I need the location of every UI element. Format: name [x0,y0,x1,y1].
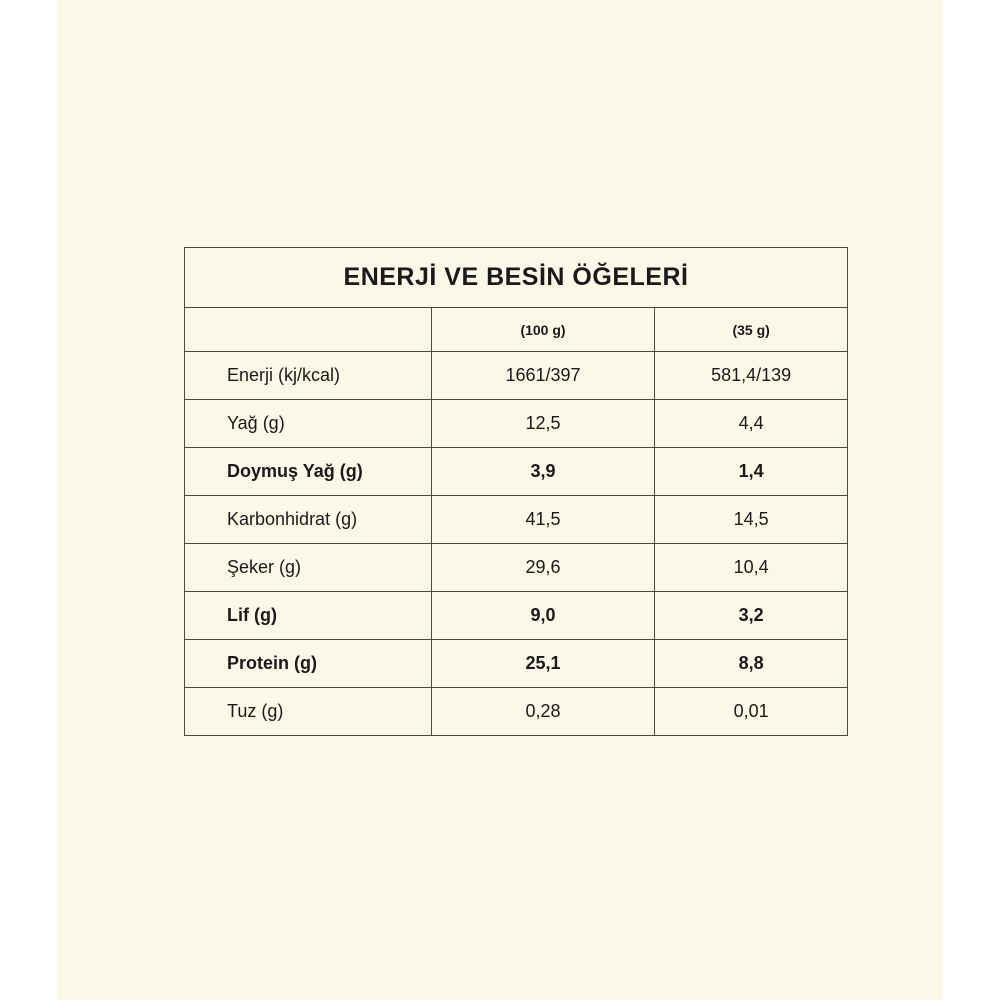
value-per-100g: 0,28 [431,688,655,736]
value-per-35g: 0,01 [655,688,848,736]
nutrient-label: Tuz (g) [185,688,432,736]
table-row [185,640,848,688]
value-per-100g: 1661/397 [431,352,655,400]
table-row [185,496,848,544]
value-per-35g: 3,2 [655,592,848,640]
value-per-35g: 14,5 [655,496,848,544]
table-row [185,448,848,496]
table-row [185,352,848,400]
table-title-row [185,248,848,308]
value-per-100g: 29,6 [431,544,655,592]
table-row [185,688,848,736]
value-per-100g: 3,9 [431,448,655,496]
nutrient-label: Protein (g) [185,640,432,688]
nutrient-label: Şeker (g) [185,544,432,592]
nutrient-label: Karbonhidrat (g) [185,496,432,544]
value-per-100g: 9,0 [431,592,655,640]
table-row [185,544,848,592]
table-row [185,592,848,640]
nutrient-label: Yağ (g) [185,400,432,448]
value-per-35g: 8,8 [655,640,848,688]
table-row [185,400,848,448]
value-per-35g: 1,4 [655,448,848,496]
nutrient-label: Lif (g) [185,592,432,640]
header-empty [185,308,432,352]
nutrition-table [184,247,848,736]
nutrient-label: Enerji (kj/kcal) [185,352,432,400]
table-header-row [185,308,848,352]
nutrient-label: Doymuş Yağ (g) [185,448,432,496]
value-per-100g: 12,5 [431,400,655,448]
value-per-35g: 4,4 [655,400,848,448]
header-per-35g: (35 g) [655,308,848,352]
value-per-35g: 10,4 [655,544,848,592]
table-title: ENERJİ VE BESİN ÖĞELERİ [185,248,848,308]
header-per-100g: (100 g) [431,308,655,352]
value-per-100g: 25,1 [431,640,655,688]
value-per-100g: 41,5 [431,496,655,544]
value-per-35g: 581,4/139 [655,352,848,400]
